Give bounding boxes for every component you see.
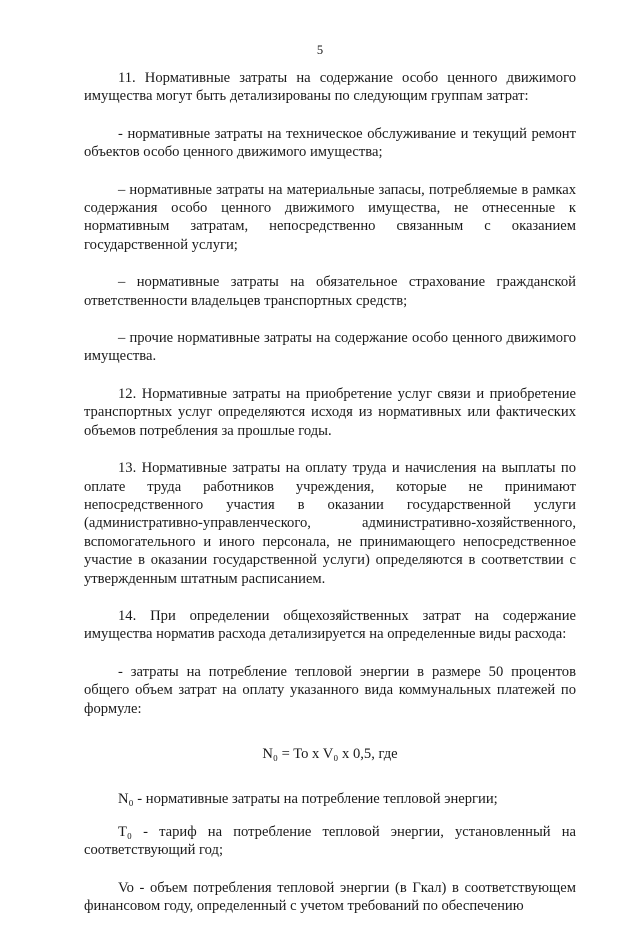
paragraph-13: 13. Нормативные затраты на оплату труда и начисления на выплаты по оплате труда работников учреждения, которые не принимают непосредственного участия в оказании государственной услуги (административно-управленческого, административно-хозяйственного, вспомогательного и иного персонала, не принимающего непосредственное участие в оказании государственной услуги) определяются в соответствии с утвержденным штатным расписанием. — [84, 460, 576, 587]
paragraph-11-item-other: – прочие нормативные затраты на содержание особо ценного движимого имущества. — [84, 330, 576, 365]
paragraph-11-item-maintenance: - нормативные затраты на техническое обслуживание и текущий ремонт объектов особо ценного движимого имущества; — [84, 125, 576, 161]
definition-t0: T₀ - тариф на потребление тепловой энергии, установленный на соответствующий год; — [84, 823, 576, 859]
paragraph-11-item-insurance: – нормативные затраты на обязательное страхование гражданской ответственности владельцев транспортных средств; — [84, 274, 576, 309]
paragraph-11-item-materials: – нормативные затраты на материальные запасы, потребляемые в рамках содержания особо ценного движимого имущества, не отнесенные к нормативным затратам, непосредственно связанным с оказанием государственной услуги; — [84, 181, 576, 253]
heat-cost-formula: N₀ = To x V₀ x 0,5, где — [262, 745, 398, 762]
paragraph-14-item-heat: - затраты на потребление тепловой энергии в размере 50 процентов общего объем затрат на оплату указанного вида коммунальных платежей по формуле: — [84, 663, 576, 717]
document-body — [84, 69, 576, 934]
paragraph-14: 14. При определении общехозяйственных затрат на содержание имущества норматив расхода детализируется на определенные виды расхода: — [84, 607, 576, 643]
page-number: 5 — [316, 43, 324, 57]
paragraph-11: 11. Нормативные затраты на содержание особо ценного движимого имущества могут быть детализированы по следующим группам затрат: — [84, 70, 576, 105]
paragraph-12: 12. Нормативные затраты на приобретение услуг связи и приобретение транспортных услуг определяются исходя из нормативных или фактических объемов потребления за прошлые годы. — [84, 385, 576, 439]
definition-n0: N₀ - нормативные затраты на потребление тепловой энергии; — [118, 791, 498, 808]
definition-v0: Vo - объем потребления тепловой энергии (в Гкал) в соответствующем финансовом году, определенный с учетом требований по обеспечению — [84, 879, 576, 914]
